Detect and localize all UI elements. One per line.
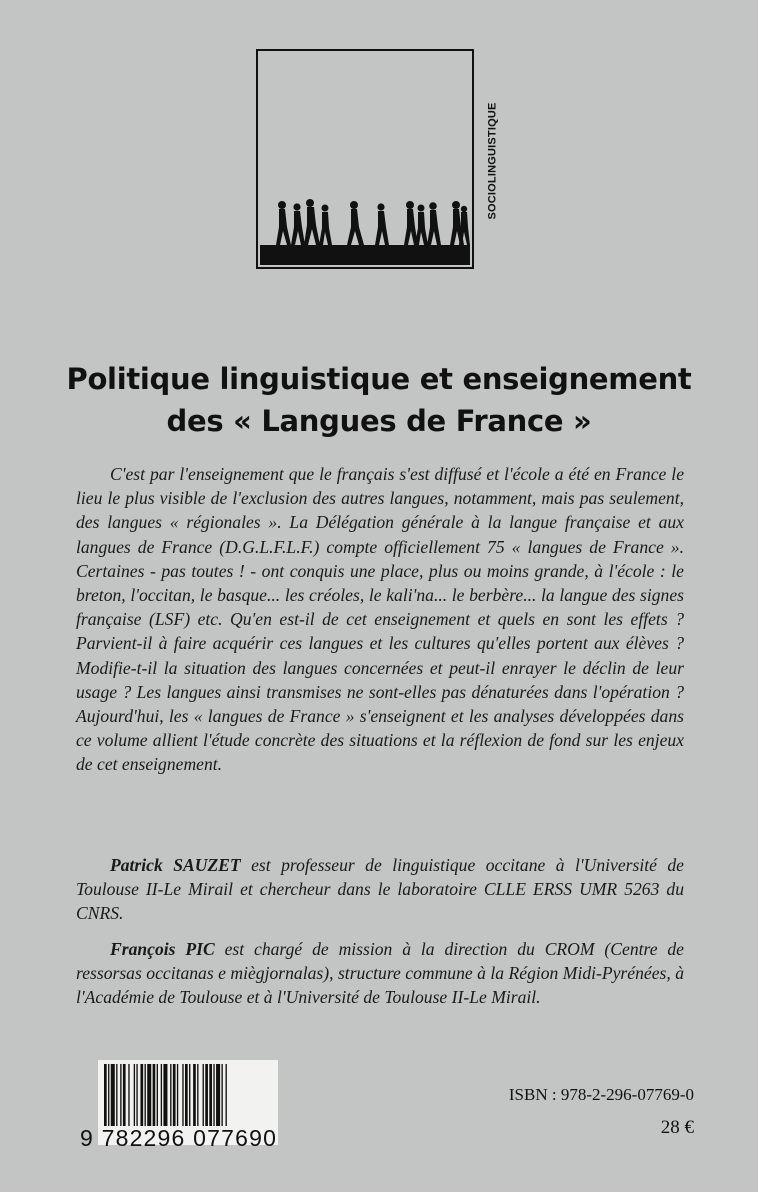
barcode-bar [182, 1064, 183, 1126]
barcode-bar [153, 1064, 156, 1126]
barcode-bar [197, 1064, 198, 1126]
barcode-bar [170, 1064, 171, 1126]
barcode-bar [120, 1064, 121, 1126]
barcode-bar [177, 1064, 178, 1126]
barcode-bar [104, 1064, 107, 1126]
barcode-bar [216, 1064, 220, 1126]
barcode-bar [213, 1064, 214, 1126]
barcode-bar [147, 1064, 151, 1126]
barcode-bar [203, 1064, 204, 1126]
barcode-bar [123, 1064, 126, 1126]
isbn: ISBN : 978-2-296-07769-0 [508, 1085, 694, 1104]
series-logo [256, 49, 474, 269]
title-line-1: Politique linguistique et enseignement [66, 362, 692, 396]
barcode-bar [193, 1064, 196, 1126]
barcode-bar [163, 1064, 167, 1126]
barcode-bar [111, 1064, 115, 1126]
barcode-bar [205, 1064, 208, 1126]
author-name-1: Patrick SAUZET [110, 855, 241, 875]
author-bio-text-2: est chargé de mission à la direction du CROM (Centre de ressorsas occitanas e miègjornalas), structure commune à la Région Midi-Pyrénées, à l'Académie de Toulouse et à l'Université de Toulouse II-Le Mirail. [76, 939, 684, 1008]
barcode-bar [189, 1064, 190, 1126]
barcode-bar [136, 1064, 137, 1126]
barcode-bar [108, 1064, 109, 1126]
barcode-bar [134, 1064, 135, 1126]
back-cover-description [76, 462, 684, 777]
author-bio-text-1: est professeur de linguistique occitane à l'Université de Toulouse II-Le Mirail et chercheur dans le laboratoire CLLE ERSS UMR 5263 du CNRS. [76, 855, 684, 924]
barcode-bar [128, 1064, 129, 1126]
description-paragraph: C'est par l'enseignement que le français s'est diffusé et l'école a été en France le lieu le plus visible de l'exclusion des autres langues, notamment, mais pas seulement, des langues « régionales ». La Délégation générale à la langue française et aux langues de France (D.G.L.F.L.F.) compte officiellement 75 « langues de France ». Certaines - pas toutes ! - ont conquis une place, plus ou moins grande, à l'école : le breton, l'occitan, le basque... les créoles, le kali'na... le berbère... la langue des signes française (LSF) etc. Qu'en est-il de cet enseignement et quels en sont les effets ? Parvient-il à faire acquérir ces langues et les cultures qu'elles portent aux élèves ? Modifie-t-il la situation des langues concernées et peut-il enrayer le déclin de leur usage ? Les langues ainsi transmises ne sont-elles pas dénaturées dans l'opération ? Aujourd'hui, les « langues de France » s'enseignent et les analyses développées dans ce volume allient l'étude concrète des situations et la réflexion de fond sur les enjeux de cet enseignement. [76, 464, 684, 775]
barcode-bar [209, 1064, 212, 1126]
book-title [0, 358, 758, 442]
price: 28 € [660, 1117, 694, 1138]
barcode-bar [221, 1064, 222, 1126]
barcode-bar [157, 1064, 158, 1126]
barcode-bar [140, 1064, 143, 1126]
barcode-bar [226, 1064, 227, 1126]
walking-people-illustration [258, 51, 472, 267]
author-name-2: François PIC [110, 939, 215, 959]
barcode-bar [185, 1064, 188, 1126]
barcode-digits: 9 782296 077690 [80, 1125, 278, 1151]
title-line-2: des « Langues de France » [166, 404, 592, 438]
author-bio-1 [76, 853, 684, 926]
barcode-bar [161, 1064, 162, 1126]
series-label: SOCIOLINGUISTIQUE [487, 102, 500, 220]
barcode-bar [116, 1064, 117, 1126]
author-bio-2 [76, 937, 684, 1010]
barcode-bar [173, 1064, 176, 1126]
barcode-bar [145, 1064, 146, 1126]
